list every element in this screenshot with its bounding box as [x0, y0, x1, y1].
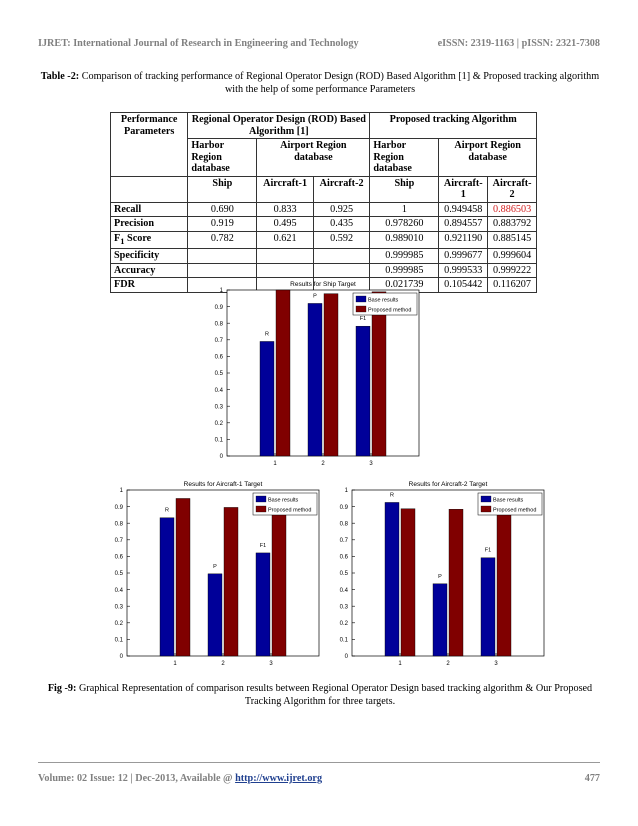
- x-tick-label: 3: [269, 661, 273, 667]
- base-result-bar: [160, 518, 174, 656]
- row-label: Accuracy: [111, 263, 188, 278]
- table-cell: 0.883792: [488, 217, 537, 232]
- table-cell: 0.999677: [439, 249, 488, 264]
- base-result-bar: [385, 502, 399, 656]
- table-cell: 1: [370, 202, 439, 217]
- y-tick-label: 0.5: [114, 571, 123, 578]
- running-footer: [38, 773, 600, 784]
- table-cell: 0.021739: [370, 278, 439, 293]
- header-harbor-region: Harbor Region database: [188, 139, 257, 177]
- y-tick-label: 1: [219, 288, 223, 295]
- y-tick-label: 0.7: [339, 538, 348, 544]
- y-tick-label: 0.8: [114, 521, 123, 528]
- proposed-method-bar: [272, 503, 286, 656]
- bar-label: F1: [359, 316, 367, 323]
- base-result-bar: [208, 574, 222, 656]
- figure-caption-text: Graphical Representation of comparison results between Regional Operator Design based tracking algorithm & Our Proposed Tracking Algorithm for three targets.: [76, 683, 593, 707]
- proposed-method-bar: [176, 498, 190, 656]
- y-tick-label: 0.2: [114, 621, 123, 627]
- y-tick-label: 1: [119, 488, 123, 495]
- table-cell: 0.886503: [488, 202, 537, 217]
- bar-label: F1: [484, 547, 492, 554]
- table-row: [111, 217, 537, 232]
- proposed-method-bar: [401, 509, 415, 656]
- table-caption: [40, 70, 600, 96]
- table-header-row: [111, 113, 537, 139]
- table-cell: 0.894557: [439, 217, 488, 232]
- page-number: 477: [584, 773, 600, 784]
- table-cell: 0.949458: [439, 202, 488, 217]
- bar-label: R: [265, 331, 269, 338]
- proposed-method-bar: [224, 507, 238, 656]
- table-cell: [188, 249, 257, 264]
- y-tick-label: 0.6: [114, 554, 123, 561]
- issn-info: eISSN: 2319-1163 | pISSN: 2321-7308: [437, 38, 600, 49]
- ship-target-chart: [195, 278, 425, 470]
- row-label: $F_1$ Score: [111, 231, 188, 249]
- table-cell: 0.495: [257, 217, 314, 232]
- footer-divider: [38, 762, 600, 763]
- y-tick-label: 0.4: [339, 587, 348, 594]
- y-tick-label: 0.8: [214, 321, 223, 328]
- table-cell: 0.782: [188, 231, 257, 249]
- y-tick-label: 0: [119, 654, 123, 661]
- y-tick-label: 0: [219, 454, 223, 461]
- header-harbor-region: Harbor Region database: [370, 139, 439, 177]
- table-cell: 0.925: [313, 202, 370, 217]
- y-tick-label: 0.3: [339, 604, 348, 611]
- table-cell: [188, 263, 257, 278]
- header-empty-cell: [111, 176, 188, 202]
- y-tick-label: 0.6: [214, 354, 223, 361]
- row-label: FDR: [111, 278, 188, 293]
- base-result-bar: [481, 558, 495, 656]
- table-cell: 0.989010: [370, 231, 439, 249]
- table-cell: [313, 263, 370, 278]
- legend-label: Proposed method: [268, 507, 312, 514]
- y-tick-label: 0: [344, 654, 348, 661]
- table-cell: 0.621: [257, 231, 314, 249]
- y-tick-label: 0.9: [114, 504, 123, 511]
- legend-label: Proposed method: [493, 507, 537, 514]
- header-rod-algorithm: Regional Operator Design (ROD) Based Algorithm [1]: [188, 113, 370, 139]
- legend-swatch-proposed: [356, 306, 366, 312]
- table-cell: 0.999985: [370, 263, 439, 278]
- x-tick-label: 2: [221, 661, 225, 667]
- base-result-bar: [356, 326, 370, 456]
- footer-volume-text: Volume: 02 Issue: 12 | Dec-2013, Available @: [38, 773, 236, 784]
- table-cell: 0.116207: [488, 278, 537, 293]
- table-cell: 0.105442: [439, 278, 488, 293]
- table-cell: 0.999985: [370, 249, 439, 264]
- legend-swatch-proposed: [481, 506, 491, 512]
- legend-label: Base results: [268, 497, 299, 504]
- header-aircraft-2: Aircraft-2: [313, 176, 370, 202]
- x-tick-label: 1: [398, 661, 402, 667]
- header-airport-region: Airport Region database: [257, 139, 370, 177]
- y-tick-label: 0.4: [214, 387, 223, 394]
- legend-swatch-base: [356, 296, 366, 302]
- footer-volume: [38, 773, 322, 784]
- header-ship: Ship: [370, 176, 439, 202]
- row-label: Recall: [111, 202, 188, 217]
- table-cell: 0.885145: [488, 231, 537, 249]
- y-tick-label: 0.7: [114, 538, 123, 544]
- y-tick-label: 0.4: [114, 587, 123, 594]
- row-label: Specificity: [111, 249, 188, 264]
- x-tick-label: 3: [369, 461, 373, 467]
- legend-label: Base results: [493, 497, 524, 504]
- table-row: [111, 263, 537, 278]
- aircraft2-target-chart: [320, 478, 550, 670]
- figure-caption-label: Fig -9:: [47, 683, 77, 694]
- legend-swatch-base: [256, 496, 266, 502]
- x-tick-label: 1: [173, 661, 177, 667]
- proposed-method-bar: [324, 294, 338, 456]
- base-result-bar: [433, 584, 447, 656]
- table-row: [111, 202, 537, 217]
- proposed-method-bar: [497, 509, 511, 656]
- table-caption-text: Comparison of tracking performance of Regional Operator Design (ROD) Based Algorithm [1] & Proposed tracking algorithm with the help of some performance Parameters: [79, 71, 600, 95]
- proposed-method-bar: [276, 290, 290, 456]
- y-tick-label: 0.7: [214, 338, 223, 344]
- base-result-bar: [256, 553, 270, 656]
- chart-title: Results for Aircraft-2 Target: [408, 481, 488, 488]
- table-cell: 0.592: [313, 231, 370, 249]
- chart-title: Results for Aircraft-1 Target: [183, 481, 263, 488]
- header-aircraft-1: Aircraft-1: [257, 176, 314, 202]
- header-performance-parameters: Performance Parameters: [111, 113, 188, 177]
- table-cell: 0.833: [257, 202, 314, 217]
- bar-label: R: [390, 492, 394, 499]
- table-cell: 0.978260: [370, 217, 439, 232]
- figure-caption: [40, 682, 600, 708]
- y-tick-label: 0.3: [114, 604, 123, 611]
- proposed-method-bar: [372, 292, 386, 456]
- legend-label: Proposed method: [368, 307, 412, 314]
- y-tick-label: 0.9: [214, 304, 223, 311]
- table-cell: [257, 263, 314, 278]
- table-cell: [313, 249, 370, 264]
- legend-swatch-base: [481, 496, 491, 502]
- table-cell: 0.919: [188, 217, 257, 232]
- table-cell: 0.690: [188, 202, 257, 217]
- x-tick-label: 2: [446, 661, 450, 667]
- y-tick-label: 0.1: [214, 437, 223, 444]
- base-result-bar: [260, 341, 274, 456]
- bar-label: P: [438, 573, 442, 580]
- y-tick-label: 1: [344, 488, 348, 495]
- x-tick-label: 1: [273, 461, 277, 467]
- bar-label: P: [313, 293, 317, 300]
- running-header: [38, 38, 600, 49]
- journal-title: IJRET: International Journal of Research in Engineering and Technology: [38, 38, 359, 49]
- bar-label: P: [213, 563, 217, 570]
- y-tick-label: 0.5: [339, 571, 348, 578]
- table-cell: [257, 249, 314, 264]
- y-tick-label: 0.3: [214, 404, 223, 411]
- table-cell: 0.435: [313, 217, 370, 232]
- y-tick-label: 0.2: [339, 621, 348, 627]
- table-cell: 0.999533: [439, 263, 488, 278]
- y-tick-label: 0.5: [214, 371, 223, 378]
- table-caption-label: Table -2:: [40, 71, 80, 82]
- aircraft1-target-chart: [95, 478, 325, 670]
- x-tick-label: 2: [321, 461, 325, 467]
- bar-label: F1: [259, 542, 267, 549]
- table-header-row: [111, 176, 537, 202]
- y-tick-label: 0.1: [114, 637, 123, 644]
- y-tick-label: 0.6: [339, 554, 348, 561]
- performance-table: [110, 112, 537, 293]
- header-airport-region: Airport Region database: [439, 139, 537, 177]
- chart-title: Results for Ship Target: [290, 281, 356, 288]
- header-aircraft-1: Aircraft-1: [439, 176, 488, 202]
- table-cell: 0.999222: [488, 263, 537, 278]
- table-cell: 0.999604: [488, 249, 537, 264]
- header-aircraft-2: Aircraft-2: [488, 176, 537, 202]
- y-tick-label: 0.1: [339, 637, 348, 644]
- table-row: [111, 249, 537, 264]
- base-result-bar: [308, 303, 322, 456]
- table-row: [111, 231, 537, 249]
- table-cell: 0.921190: [439, 231, 488, 249]
- legend-swatch-proposed: [256, 506, 266, 512]
- y-tick-label: 0.2: [214, 421, 223, 427]
- header-ship: Ship: [188, 176, 257, 202]
- header-proposed-algorithm: Proposed tracking Algorithm: [370, 113, 537, 139]
- proposed-method-bar: [449, 509, 463, 656]
- y-tick-label: 0.8: [339, 521, 348, 528]
- x-tick-label: 3: [494, 661, 498, 667]
- row-label: Precision: [111, 217, 188, 232]
- bar-label: R: [165, 507, 169, 514]
- y-tick-label: 0.9: [339, 504, 348, 511]
- journal-link[interactable]: http://www.ijret.org: [235, 773, 323, 784]
- legend-label: Base results: [368, 297, 399, 304]
